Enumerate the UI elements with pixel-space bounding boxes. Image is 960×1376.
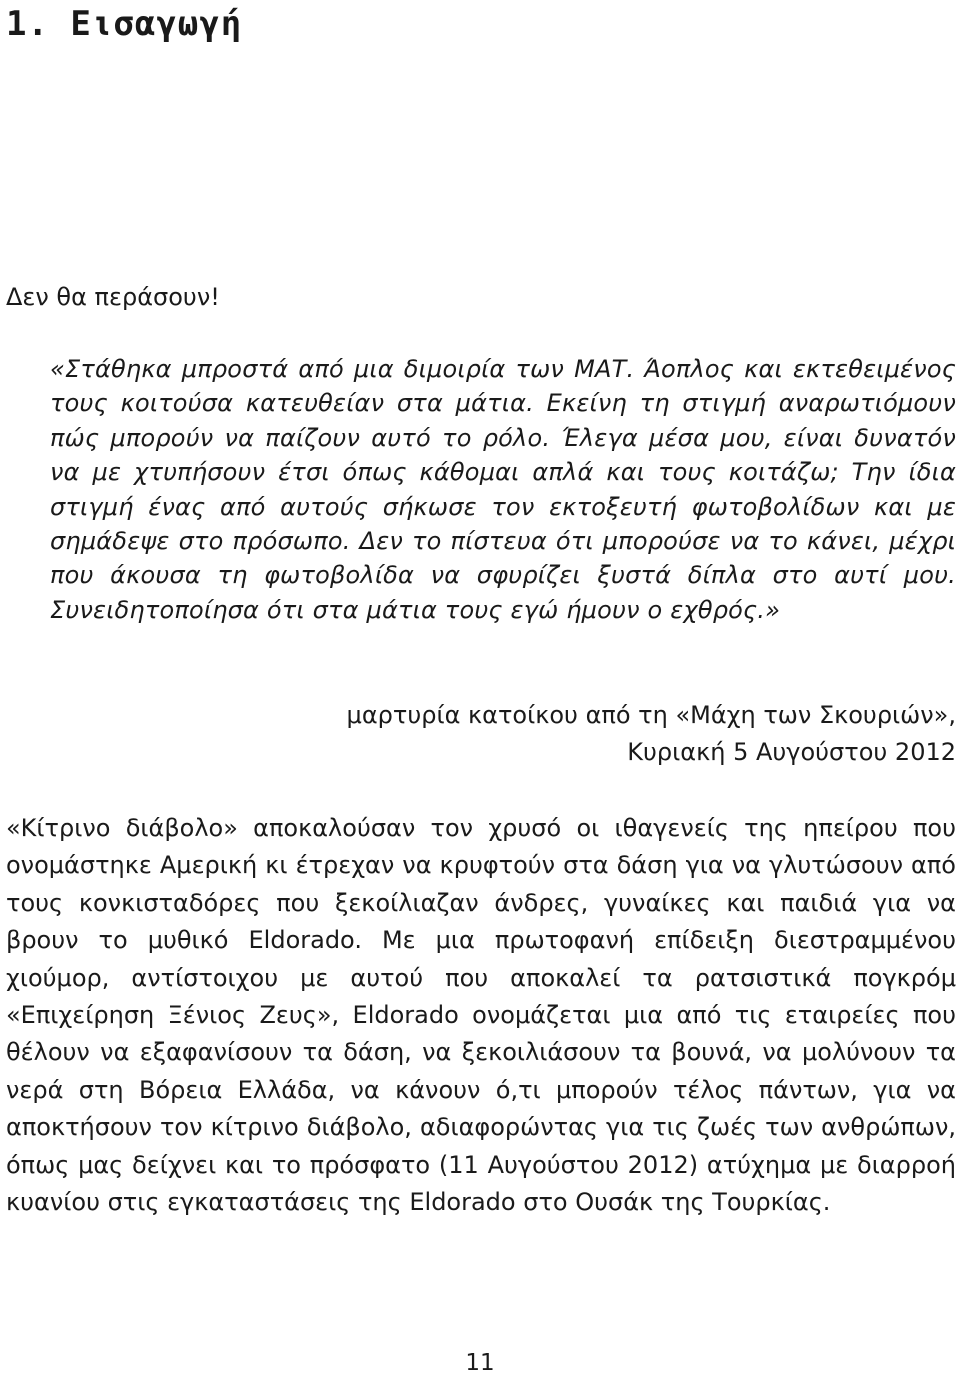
epigraph-quote: «Στάθηκα μπροστά από μια διμοιρία των ΜΑΤ. Άοπλος και εκτεθειμένος τους κοιτούσα κατευθείαν στα μάτια. Εκείνη τη στιγμή αναρωτιόμουν πώς μπορούν να παίζουν αυτό το ρόλο. Έλεγα μέσα μου, είναι δυνατόν να με χτυπήσουν έτσι όπως κάθομαι απλά και τους κοιτάζω; Την ίδια στιγμή ένας από αυτούς σήκωσε τον εκτοξευτή φωτοβολίδων και με σημάδεψε στο πρόσωπο. Δεν το πίστευα ότι μπορούσε να το κάνει, μέχρι που άκουσα τη φωτοβολίδα να σφυρίζει ξυστά δίπλα στο αυτί μου. Συνειδητοποίησα ότι στα μάτια τους εγώ ήμουν ο εχθρός.» <box>50 355 956 624</box>
attribution-date: Κυριακή 5 Αυγούστου 2012 <box>627 738 956 766</box>
body-paragraph: «Κίτρινο διάβολο» αποκαλούσαν τον χρυσό οι ιθαγενείς της ηπείρου που ονομάστηκε Αμερική κι έτρεχαν να κρυφτούν στα δάση για να γλυτώσουν από τους κονκισταδόρες που ξεκοίλιαζαν άνδρες, γυναίκες και παιδιά για να βρουν το μυθικό Eldorado. Με μια πρωτοφανή επίδειξη διεστραμμένου χιούμορ, αντίστοιχου με αυτού που αποκαλεί τα ρατσιστικά πογκρόμ «Επιχείρηση Ξένιος Ζευς», Eldorado ονομάζεται μια από τις εταιρείες που θέλουν να εξαφανίσουν τα δάση, να ξεκοιλιάσουν τα βουνά, να μολύνουν τα νερά στη Βόρεια Ελλάδα, να κάνουν ό,τι μπορούν τέλος πάντων, για να αποκτήσουν τον κίτρινο διάβολο, αδιαφορώντας για τις ζωές των ανθρώπων, όπως μας δείχνει και το πρόσφατο (11 Αυγούστου 2012) ατύχημα με διαρροή κυανίου στις εγκαταστάσεις της Eldorado στο Ουσάκ της Τουρκίας. <box>6 814 956 1217</box>
epigraph-attribution <box>50 697 956 771</box>
section-heading: Δεν θα περάσουν! <box>6 283 220 311</box>
attribution-source: μαρτυρία κατοίκου από τη «Μάχη των Σκουριών», <box>346 701 956 729</box>
page-number: 11 <box>465 1350 495 1376</box>
chapter-title: 1. Εισαγωγή <box>6 4 243 44</box>
